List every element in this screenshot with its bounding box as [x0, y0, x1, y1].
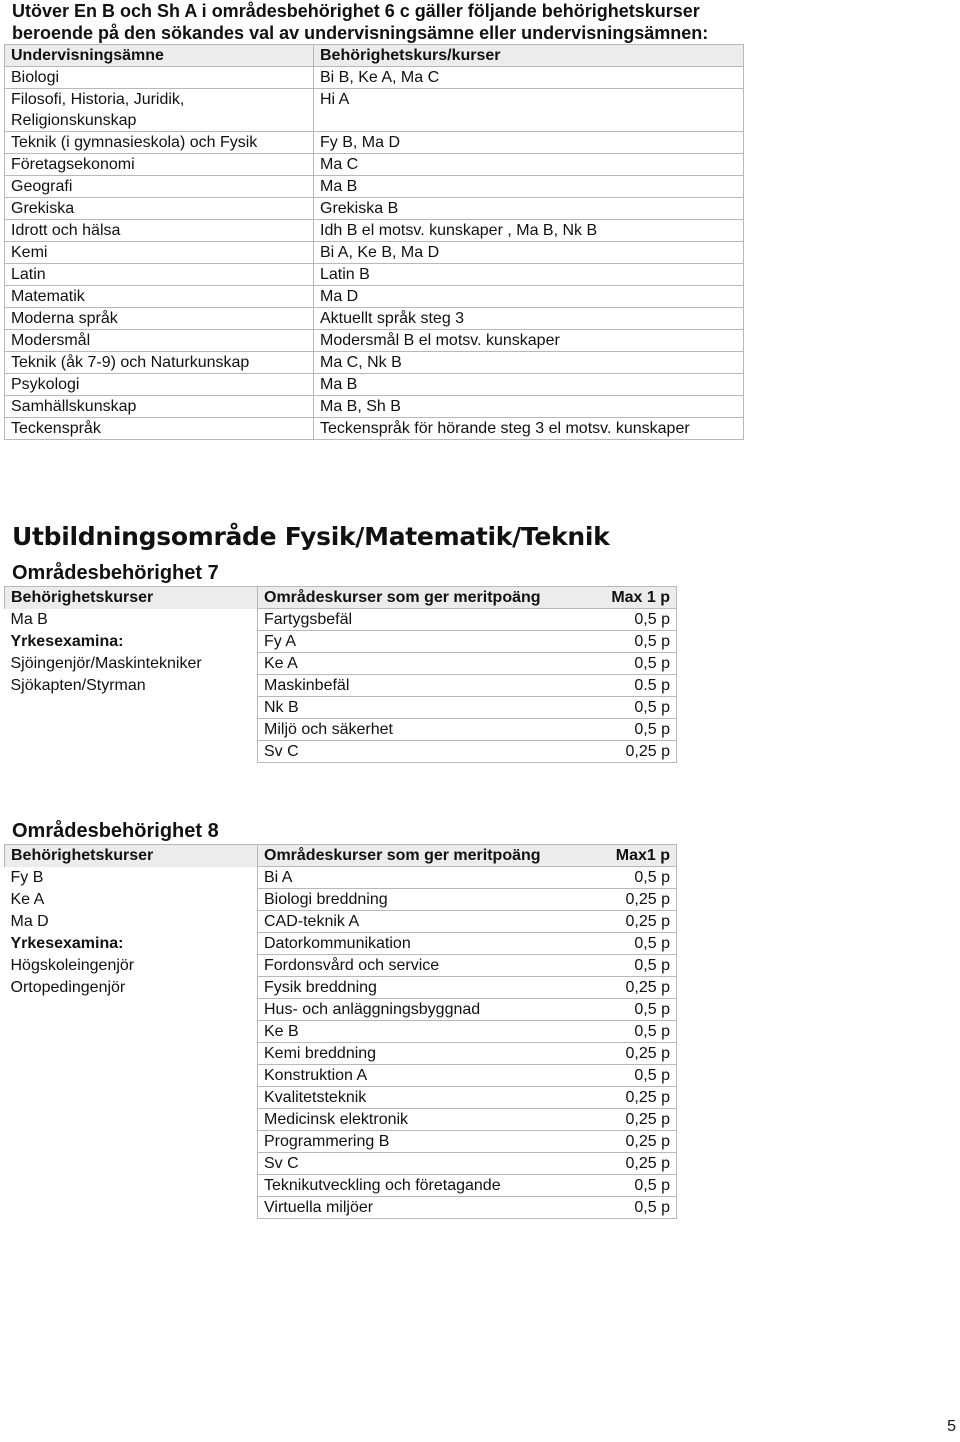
requirement-course-cell: [5, 1153, 258, 1175]
table-row: [5, 933, 677, 955]
page-number: 5: [947, 1418, 956, 1435]
requirement-cell: Teckenspråk för hörande steg 3 el motsv. kunskaper: [314, 418, 744, 440]
table-row: [5, 911, 677, 933]
merit-course-cell: Ke B: [258, 1021, 593, 1043]
table-row: [5, 653, 677, 675]
requirement-course-cell: [5, 697, 258, 719]
merit-course-cell: Programmering B: [258, 1131, 593, 1153]
subject-cell: Teknik (i gymnasieskola) och Fysik: [5, 132, 314, 154]
subject-requirements-table: [4, 44, 744, 440]
subject-cell: Kemi: [5, 242, 314, 264]
table-row: [5, 198, 744, 220]
merit-course-cell: Teknikutveckling och företagande: [258, 1175, 593, 1197]
merit-points-cell: 0,25 p: [592, 1153, 677, 1175]
subject-cell: Idrott och hälsa: [5, 220, 314, 242]
requirement-course-cell: Ma B: [10, 610, 48, 628]
merit-points-cell: 0,5 p: [592, 609, 677, 631]
merit-course-cell: Fy A: [258, 631, 593, 653]
merit-points-cell: 0,5 p: [592, 697, 677, 719]
requirement-cell: Grekiska B: [314, 198, 744, 220]
subject-cell: Filosofi, Historia, Juridik, Religionskunskap: [5, 89, 314, 132]
subject-cell: Latin: [5, 264, 314, 286]
requirement-course-cell: Sjökapten/Styrman: [10, 676, 146, 694]
merit-course-cell: Ke A: [258, 653, 593, 675]
table-row: [5, 67, 744, 89]
merit-course-cell: Virtuella miljöer: [258, 1197, 593, 1219]
requirement-course-cell: Sjöingenjör/Maskintekniker: [10, 654, 202, 672]
table-row: [5, 176, 744, 198]
table-row: [5, 741, 677, 763]
merit-course-cell: Hus- och anläggningsbyggnad: [258, 999, 593, 1021]
merit-course-cell: Datorkommunikation: [258, 933, 593, 955]
table-row: [5, 374, 744, 396]
table-row: [5, 1087, 677, 1109]
subject-cell: Psykologi: [5, 374, 314, 396]
column-header: Områdeskurser som ger meritpoäng: [258, 587, 593, 609]
requirement-course-cell: [5, 1109, 258, 1131]
table-row: [5, 1153, 677, 1175]
requirement-course-cell: [5, 741, 258, 763]
requirement-course-cell: Fy B: [10, 868, 44, 886]
requirement-cell: Bi B, Ke A, Ma C: [314, 67, 744, 89]
requirement-course-cell: [5, 1175, 258, 1197]
area8-title: Områdesbehörighet 8: [12, 820, 219, 842]
requirement-cell: Ma B, Sh B: [314, 396, 744, 418]
table-row: [5, 999, 677, 1021]
subject-cell: Modersmål: [5, 330, 314, 352]
requirement-course-cell: Yrkesexamina:: [10, 632, 124, 650]
requirement-cell: Fy B, Ma D: [314, 132, 744, 154]
table-header-row: [5, 587, 677, 609]
requirement-course-cell: Ma D: [10, 912, 49, 930]
requirement-cell: Bi A, Ke B, Ma D: [314, 242, 744, 264]
merit-course-cell: Sv C: [258, 1153, 593, 1175]
subject-cell: Teknik (åk 7-9) och Naturkunskap: [5, 352, 314, 374]
subject-cell: Grekiska: [5, 198, 314, 220]
requirement-cell: Ma C, Nk B: [314, 352, 744, 374]
merit-course-cell: Nk B: [258, 697, 593, 719]
merit-course-cell: Maskinbefäl: [258, 675, 593, 697]
column-header: Behörighetskurser: [5, 587, 258, 609]
merit-course-cell: Kvalitetsteknik: [258, 1087, 593, 1109]
area7-table: [4, 586, 677, 763]
subject-cell: Biologi: [5, 67, 314, 89]
requirement-cell: Ma B: [314, 176, 744, 198]
merit-course-cell: Miljö och säkerhet: [258, 719, 593, 741]
column-header: Områdeskurser som ger meritpoäng: [258, 845, 593, 867]
merit-points-cell: 0,25 p: [592, 741, 677, 763]
intro-line-2: beroende på den sökandes val av undervisningsämne eller undervisningsämnen:: [12, 23, 709, 43]
table-row: [5, 1175, 677, 1197]
requirement-course-cell: [5, 1021, 258, 1043]
column-header: Behörighetskurser: [5, 845, 258, 867]
merit-course-cell: Fysik breddning: [258, 977, 593, 999]
merit-course-cell: Konstruktion A: [258, 1065, 593, 1087]
requirement-course-cell: Ortopedingenjör: [10, 978, 126, 996]
merit-points-cell: 0,5 p: [592, 719, 677, 741]
table-row: [5, 132, 744, 154]
merit-points-cell: 0,5 p: [592, 999, 677, 1021]
merit-points-cell: 0,25 p: [592, 1043, 677, 1065]
requirement-cell: Modersmål B el motsv. kunskaper: [314, 330, 744, 352]
subject-cell: Företagsekonomi: [5, 154, 314, 176]
merit-points-cell: 0,5 p: [592, 631, 677, 653]
table-row: [5, 396, 744, 418]
table-row: [5, 154, 744, 176]
table-row: [5, 220, 744, 242]
requirement-course-cell: Högskoleingenjör: [10, 956, 135, 974]
merit-points-cell: 0,25 p: [592, 1131, 677, 1153]
table-row: [5, 330, 744, 352]
table-row: [5, 889, 677, 911]
subject-cell: Teckenspråk: [5, 418, 314, 440]
requirement-cell: Aktuellt språk steg 3: [314, 308, 744, 330]
column-header: Max1 p: [592, 845, 677, 867]
requirement-cell: Hi A: [314, 89, 744, 132]
subject-cell: Geografi: [5, 176, 314, 198]
table-row: [5, 89, 744, 132]
merit-course-cell: Medicinsk elektronik: [258, 1109, 593, 1131]
merit-course-cell: Fartygsbefäl: [258, 609, 593, 631]
requirement-course-cell: Yrkesexamina:: [10, 934, 124, 952]
table-row: [5, 286, 744, 308]
requirement-cell: Ma D: [314, 286, 744, 308]
merit-course-cell: Kemi breddning: [258, 1043, 593, 1065]
merit-points-cell: 0,5 p: [592, 933, 677, 955]
merit-points-cell: 0,5 p: [592, 1021, 677, 1043]
section-title: Utbildningsområde Fysik/Matematik/Teknik: [12, 522, 610, 551]
merit-points-cell: 0,5 p: [592, 1197, 677, 1219]
table-row: [5, 955, 677, 977]
table-row: [5, 631, 677, 653]
requirement-course-cell: [5, 1043, 258, 1065]
table-row: [5, 1197, 677, 1219]
intro-text: [12, 0, 952, 44]
table-row: [5, 719, 677, 741]
subject-cell: Matematik: [5, 286, 314, 308]
merit-course-cell: Fordonsvård och service: [258, 955, 593, 977]
requirement-course-cell: [5, 1197, 258, 1219]
table-row: [5, 1021, 677, 1043]
requirement-course-cell: Ke A: [10, 890, 45, 908]
merit-course-cell: CAD-teknik A: [258, 911, 593, 933]
table-header-row: [5, 845, 677, 867]
table-row: [5, 697, 677, 719]
merit-course-cell: Sv C: [258, 741, 593, 763]
merit-points-cell: 0,25 p: [592, 1087, 677, 1109]
merit-points-cell: 0,5 p: [592, 1065, 677, 1087]
merit-points-cell: 0,5 p: [592, 1175, 677, 1197]
table-row: [5, 609, 677, 631]
table-row: [5, 264, 744, 286]
table-row: [5, 1131, 677, 1153]
merit-course-cell: Biologi breddning: [258, 889, 593, 911]
merit-points-cell: 0,25 p: [592, 911, 677, 933]
requirement-cell: Ma C: [314, 154, 744, 176]
table-row: [5, 352, 744, 374]
table-header-row: [5, 45, 744, 67]
table-row: [5, 308, 744, 330]
merit-points-cell: 0,25 p: [592, 889, 677, 911]
merit-points-cell: 0.5 p: [592, 675, 677, 697]
subject-cell: Moderna språk: [5, 308, 314, 330]
merit-points-cell: 0,5 p: [592, 867, 677, 889]
requirement-cell: Latin B: [314, 264, 744, 286]
column-header: Undervisningsämne: [5, 45, 314, 67]
merit-points-cell: 0,25 p: [592, 1109, 677, 1131]
requirement-course-cell: [5, 1131, 258, 1153]
merit-points-cell: 0,5 p: [592, 653, 677, 675]
requirement-course-cell: [5, 999, 258, 1021]
requirement-cell: Idh B el motsv. kunskaper , Ma B, Nk B: [314, 220, 744, 242]
requirement-course-cell: [5, 1065, 258, 1087]
table-row: [5, 1043, 677, 1065]
requirement-course-cell: [5, 1087, 258, 1109]
table-row: [5, 675, 677, 697]
area8-table: [4, 844, 677, 1219]
table-row: [5, 977, 677, 999]
table-row: [5, 418, 744, 440]
merit-course-cell: Bi A: [258, 867, 593, 889]
table-row: [5, 867, 677, 889]
table-row: [5, 1065, 677, 1087]
subject-cell: Samhällskunskap: [5, 396, 314, 418]
area7-title: Områdesbehörighet 7: [12, 562, 219, 584]
requirement-course-cell: [5, 719, 258, 741]
intro-line-1: Utöver En B och Sh A i områdesbehörighet 6 c gäller följande behörighetskurser: [12, 1, 700, 21]
table-row: [5, 1109, 677, 1131]
merit-points-cell: 0,5 p: [592, 955, 677, 977]
column-header: Behörighetskurs/kurser: [314, 45, 744, 67]
column-header: Max 1 p: [592, 587, 677, 609]
merit-points-cell: 0,25 p: [592, 977, 677, 999]
table-row: [5, 242, 744, 264]
requirement-cell: Ma B: [314, 374, 744, 396]
